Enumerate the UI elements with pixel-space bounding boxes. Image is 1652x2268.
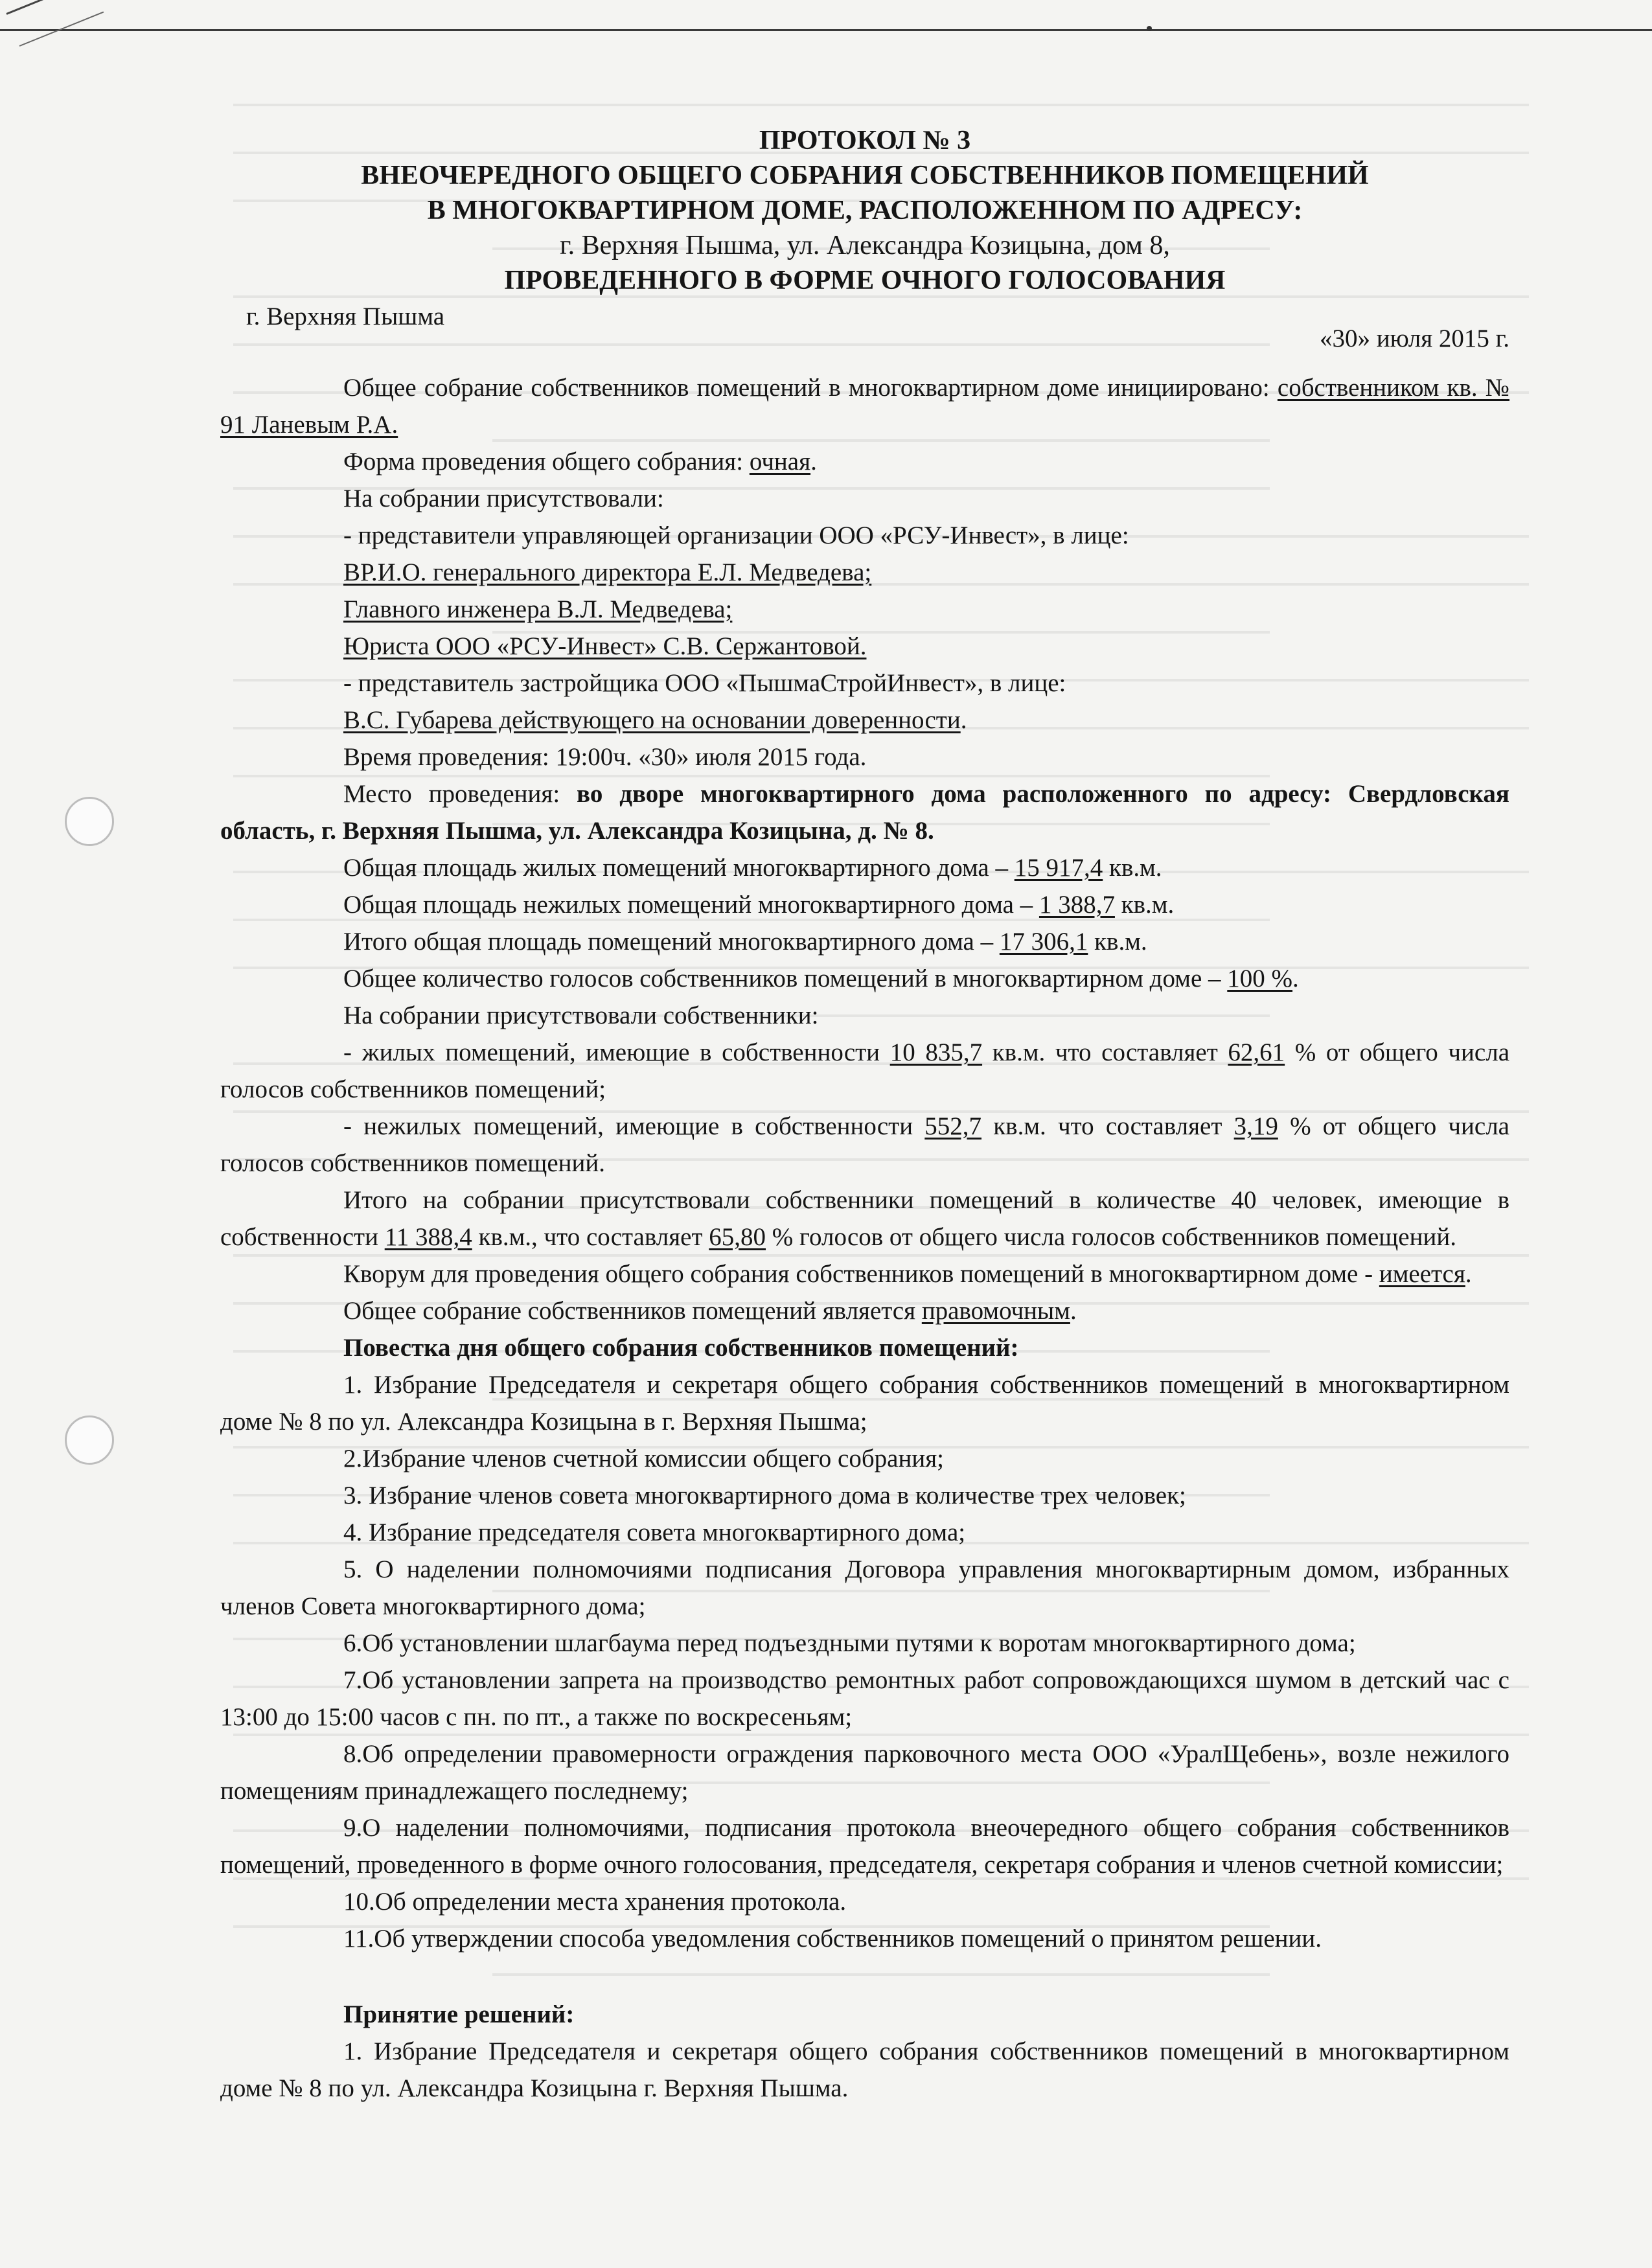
mgmt-person: Юриста ООО «РСУ-Инвест» С.В. Сержантовой. xyxy=(343,632,867,660)
agenda-item: 11.Об утверждении способа уведомления собственников помещений о принятом решении. xyxy=(343,1925,1322,1953)
initiator: собственником кв. № 91 Ланевым Р.А. xyxy=(220,374,1510,439)
agenda-item: 3. Избрание членов совета многоквартирного дома в количестве трех человек; xyxy=(343,1482,1186,1509)
developer-line: - представитель застройщика ООО «ПышмаСтройИнвест», в лице: xyxy=(343,669,1066,697)
attendance-residential: - жилых помещений, имеющие в собственности 10 835,7 кв.м. что составляет 62,61 % от общего числа голосов собственников помещений; xyxy=(220,1038,1510,1103)
meeting-date: «30» июля 2015 г. xyxy=(1319,325,1509,352)
competence: Общее собрание собственников помещений является правомочным. xyxy=(343,1297,1077,1325)
form-line: Форма проведения общего собрания: очная. xyxy=(343,448,817,475)
agenda-heading: Повестка дня общего собрания собственников помещений: xyxy=(343,1334,1019,1362)
city: г. Верхняя Пышма xyxy=(246,303,445,330)
total-area: Итого общая площадь помещений многоквартирного дома – 17 306,1 кв.м. xyxy=(343,928,1147,956)
protocol-title-line: ПРОВЕДЕННОГО В ФОРМЕ ОЧНОГО ГОЛОСОВАНИЯ xyxy=(504,266,1226,295)
initiator-paragraph: Общее собрание собственников помещений в многоквартирном доме инициировано: собственником кв. № 91 Ланевым Р.А. xyxy=(220,374,1510,439)
meeting-time: Время проведения: 19:00ч. «30» июля 2015 года. xyxy=(343,743,867,771)
present-label: На собрании присутствовали: xyxy=(343,485,664,512)
protocol-title-line: В МНОГОКВАРТИРНОМ ДОМЕ, РАСПОЛОЖЕННОМ ПО АДРЕСУ: xyxy=(427,196,1303,225)
agenda-item: 2.Избрание членов счетной комиссии общего собрания; xyxy=(343,1445,945,1472)
attendance-label: На собрании присутствовали собственники: xyxy=(343,1002,819,1029)
punch-hole-upper xyxy=(65,797,114,846)
agenda-item: 1. Избрание Председателя и секретаря общего собрания собственников помещений в многоквартирном доме № 8 по ул. Александра Козицына в г. Верхняя Пышма; xyxy=(220,1371,1509,1436)
developer-person: В.С. Губарева действующего на основании доверенности. xyxy=(343,706,967,734)
meeting-place: Место проведения: во дворе многоквартирного дома расположенного по адресу: Свердловская область, г. Верхняя Пышма, ул. Александра Козицына, д. № 8. xyxy=(220,780,1509,845)
decision-item: 1. Избрание Председателя и секретаря общего собрания собственников помещений в многоквартирном доме № 8 по ул. Александра Козицына г. Верхняя Пышма. xyxy=(220,2037,1509,2102)
agenda-item: 4. Избрание председателя совета многоквартирного дома; xyxy=(343,1518,966,1546)
agenda-item: 7.Об установлении запрета на производство ремонтных работ сопровождающихся шумом в детский час с 13:00 до 15:00 часов с пн. по пт., а также по воскресеньям; xyxy=(220,1666,1509,1731)
mgmt-person: ВР.И.О. генерального директора Е.Л. Медведева; xyxy=(343,558,872,586)
agenda-item: 5. О наделении полномочиями подписания Договора управления многоквартирным домом, избранных членов Совета многоквартирного дома; xyxy=(220,1555,1509,1620)
total-votes: Общее количество голосов собственников помещений в многоквартирном доме – 100 %. xyxy=(343,965,1299,992)
punch-hole-lower xyxy=(65,1415,114,1465)
nonresidential-area: Общая площадь нежилых помещений многоквартирного дома – 1 388,7 кв.м. xyxy=(343,891,1175,919)
agenda-item: 10.Об определении места хранения протокола. xyxy=(343,1888,847,1916)
mgmt-person: Главного инженера В.Л. Медведева; xyxy=(343,595,733,623)
mgmt-line: - представители управляющей организации ООО «РСУ-Инвест», в лице: xyxy=(343,521,1129,549)
decisions-heading: Принятие решений: xyxy=(343,2000,575,2028)
protocol-title-line: ВНЕОЧЕРЕДНОГО ОБЩЕГО СОБРАНИЯ СОБСТВЕННИКОВ ПОМЕЩЕНИЙ xyxy=(361,161,1369,190)
place-date-row xyxy=(220,298,1509,369)
agenda-item: 9.О наделении полномочиями, подписания протокола внеочередного общего собрания собственников помещений, проведенного в форме очного голосования, председателя, секретаря собрания и членов счетной комиссии; xyxy=(220,1814,1509,1879)
quorum: Кворум для проведения общего собрания собственников помещений в многоквартирном доме - имеется. xyxy=(343,1260,1472,1288)
agenda-item: 8.Об определении правомерности ограждения парковочного места ООО «УралЩебень», возле нежилого помещениям принадлежащего последнему; xyxy=(220,1740,1509,1805)
protocol-address: г. Верхняя Пышма, ул. Александра Козицына, дом 8, xyxy=(560,231,1170,260)
attendance-nonresidential: - нежилых помещений, имеющие в собственности 552,7 кв.м. что составляет 3,19 % от общего числа голосов собственников помещений. xyxy=(220,1112,1509,1177)
agenda-item: 6.Об установлении шлагбаума перед подъездными путями к воротам многоквартирного дома; xyxy=(343,1629,1356,1657)
attendance-total: Итого на собрании присутствовали собственники помещений в количестве 40 человек, имеющие в собственности 11 388,4 кв.м., что составляет 65,80 % голосов от общего числа голосов собственников помещений. xyxy=(220,1186,1509,1251)
protocol-document xyxy=(220,123,1509,2107)
scan-speck xyxy=(1147,26,1152,31)
protocol-number: ПРОТОКОЛ № 3 xyxy=(759,126,971,155)
residential-area: Общая площадь жилых помещений многоквартирного дома – 15 917,4 кв.м. xyxy=(343,854,1162,882)
scan-top-edge xyxy=(0,0,1652,31)
